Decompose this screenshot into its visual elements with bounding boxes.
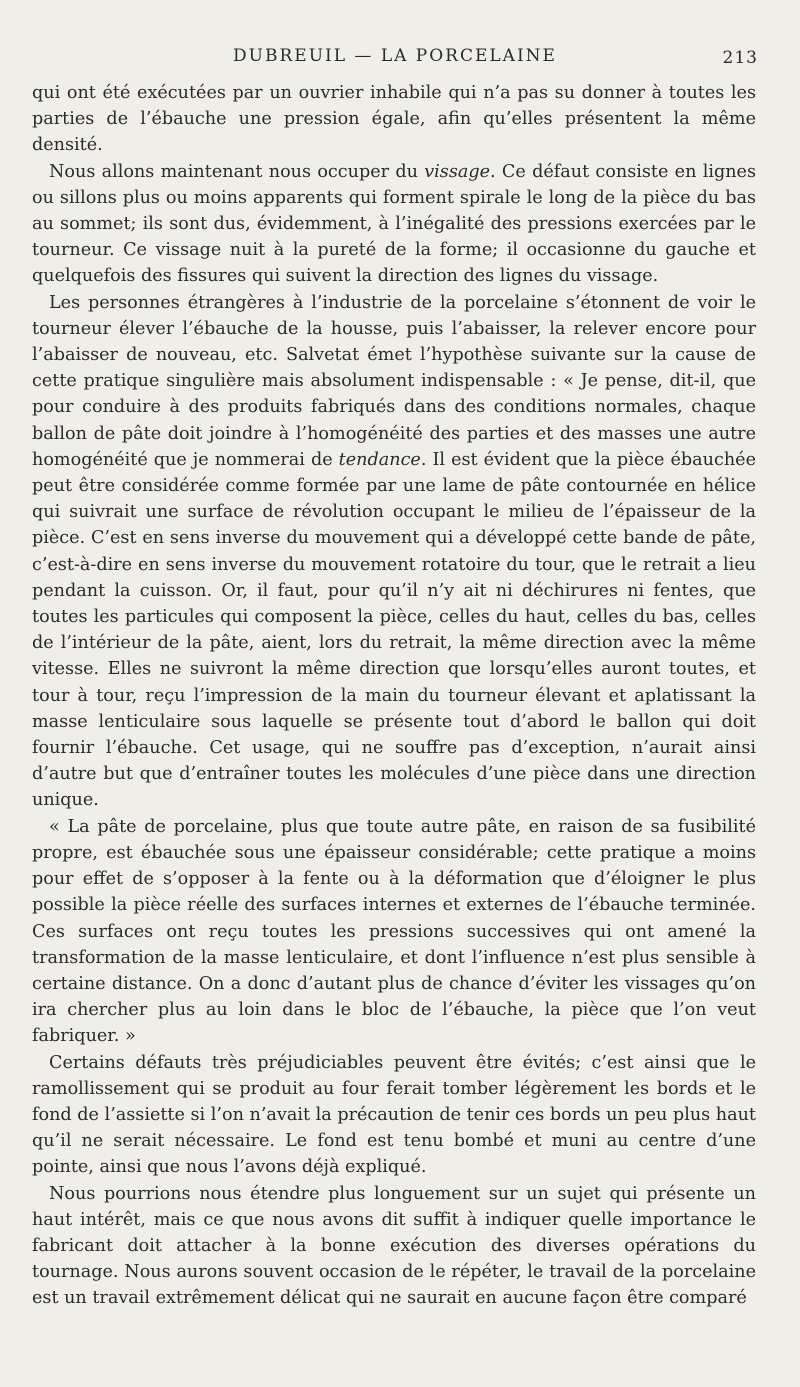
paragraph-text: qui ont été exécutées par un ouvrier inhabile qui n’a pas su donner à toutes les parties de l’ébauche une pression égale, afin qu’elles présentent la même densité. <box>32 83 756 156</box>
page-header <box>32 46 758 70</box>
paragraph-text: Nous pourrions nous étendre plus longuement sur un sujet qui présente un haut intérêt, mais ce que nous avons dit suffit à indiquer quelle importance le fabricant doit attacher à la bonne exécution des diverses opérations du tournage. Nous aurons souvent occasion de le répéter, le travail de la porcelaine est un travail extrêmement délicat qui ne saurait en aucune façon être comparé <box>32 1183 756 1309</box>
running-title: DUBREUIL — LA PORCELAINE <box>233 46 557 66</box>
paragraph-text: Nous allons maintenant nous occuper du <box>49 161 425 182</box>
paragraph-text: Certains défauts très préjudiciables peuvent être évités; c’est ainsi que le ramollissement qui se produit au four ferait tomber légèrement les bords et le fond de l’assiette si l’on n’avait la précaution de tenir ces bords un peu plus haut qu’il ne serait nécessaire. Le fond est tenu bombé et muni au centre d’une pointe, ainsi que nous l’avons déjà expliqué. <box>32 1052 756 1178</box>
paragraph <box>32 1050 756 1181</box>
paragraph <box>32 80 756 159</box>
italic-term: tendance <box>338 449 421 470</box>
paragraph-text: . Ce défaut consiste en lignes ou sillons plus ou moins apparents qui forment spirale le long de la pièce du bas au sommet; ils sont dus, évidemment, à l’inégalité des pressions exercées par le tourneur. Ce vissage nuit à la pureté de la forme; il occasionne du gauche et quelquefois des fissures qui suivent la direction des lignes du vissage. <box>32 161 756 287</box>
page-number: 213 <box>722 48 758 68</box>
body-text <box>32 80 756 1312</box>
paragraph <box>32 290 756 814</box>
paragraph <box>32 1181 756 1312</box>
italic-term: vissage <box>424 161 491 182</box>
paragraph-text: Les personnes étrangères à l’industrie de la porcelaine s’étonnent de voir le tourneur élever l’ébauche de la housse, puis l’abaisser, la relever encore pour l’abaisser de nouveau, etc. Salvetat émet l’hypothèse suivante sur la cause de cette pratique singulière mais absolument indispensable : « Je pense, dit-il, que pour conduire à des produits fabriqués dans des conditions normales, chaque ballon de pâte doit joindre à l’homogénéité des parties et des masses une autre homogénéité que je nommerai de <box>32 292 756 470</box>
paragraph <box>32 159 756 290</box>
paragraph-text: . Il est évident que la pièce ébauchée peut être considérée comme formée par une lame de pâte contournée en hélice qui suivrait une surface de révolution occupant le milieu de l’épaisseur de la pièce. C’est en sens inverse du mouvement qui a développé cette bande de pâte, c’est-à-dire en sens inverse du mouvement rotatoire du tour, que le retrait a lieu pendant la cuisson. Or, il faut, pour qu’il n’y ait ni déchirures ni fentes, que toutes les particules qui composent la pièce, celles du haut, celles du bas, celles de l’intérieur de la pâte, aient, lors du retrait, la même direction avec la même vitesse. Elles ne suivront la même direction que lorsqu’elles auront toutes, et tour à tour, reçu l’impression de la main du tourneur élevant et aplatissant la masse lenticulaire sous laquelle se présente tout d’abord le ballon qui doit fournir l’ébauche. Cet usage, qui ne souffre pas d’exception, n’aurait ainsi d’autre but que d’entraîner toutes les molécules d’une pièce dans une direction unique. <box>32 449 756 811</box>
paragraph-text: « La pâte de porcelaine, plus que toute autre pâte, en raison de sa fusibilité propre, est ébauchée sous une épaisseur considérable; cette pratique a moins pour effet de s’opposer à la fente ou à la déformation que d’éloigner le plus possible la pièce réelle des surfaces internes et externes de l’ébauche terminée. Ces surfaces ont reçu toutes les pressions successives qui ont amené la transformation de la masse lenticulaire, et dont l’influence n’est plus sensible à certaine distance. On a donc d’autant plus de chance d’éviter les vissages qu’on ira chercher plus au loin dans le bloc de l’ébauche, la pièce que l’on veut fabriquer. » <box>32 816 756 1047</box>
paragraph <box>32 814 756 1050</box>
